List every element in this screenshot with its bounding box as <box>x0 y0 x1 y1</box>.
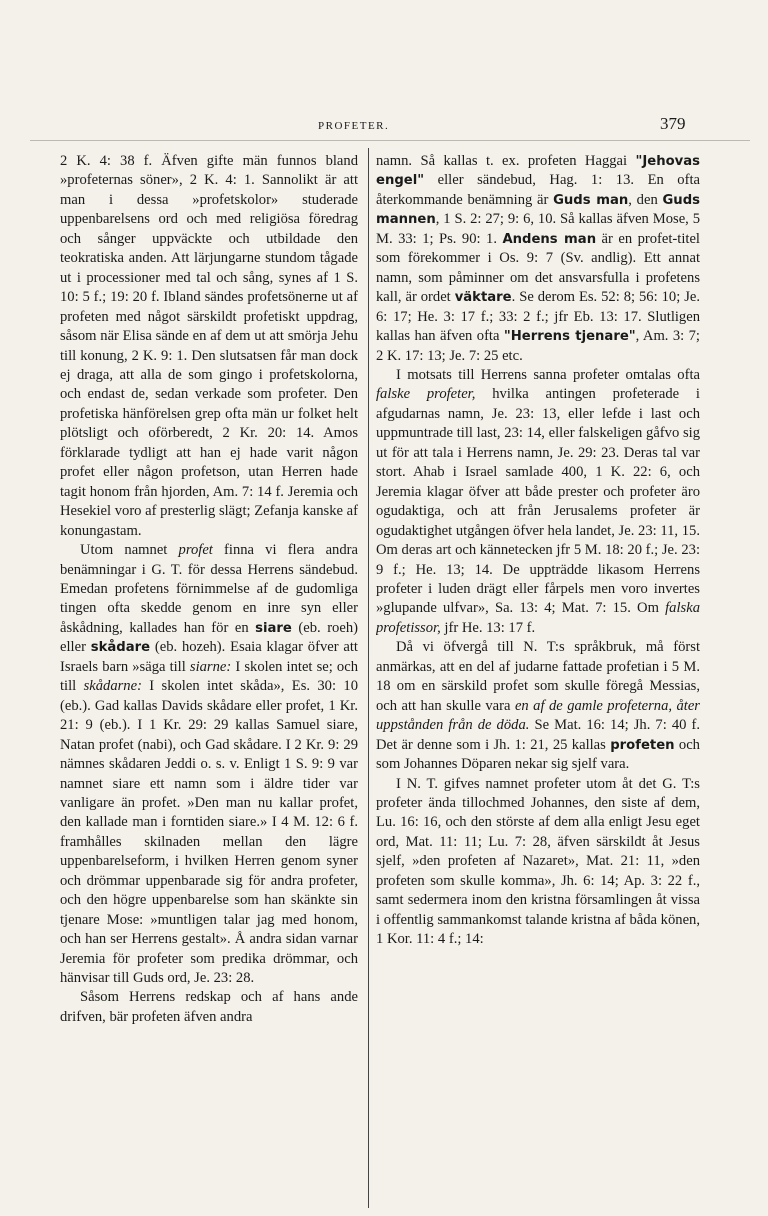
text-run: . Se derom Es. 52: 8; 56: 10; Je. 6: 17; He. 3: 17 f.; 33: 2 f.; jfr Eb. 13: 17. Slutligen kallas han äfven ofta <box>376 289 700 345</box>
paragraph <box>376 366 700 638</box>
italic-term: skådarne: <box>83 678 142 695</box>
text-run: Utom namnet <box>80 542 179 559</box>
page-header <box>0 112 768 142</box>
text-run: , 1 S. 2: 27; 9: 6, 10. Så kallas äfven Mose, 5 M. 33: 1; Ps. 90: 1. <box>376 211 700 247</box>
page-number: 379 <box>660 114 686 133</box>
text-run: eller sändebud, Hag. 1: 13. En ofta återkommande benämning är <box>376 172 700 208</box>
paragraph <box>376 152 700 366</box>
bold-term: skådare <box>90 640 151 656</box>
header-rule <box>30 140 750 141</box>
text-run: namn. Så kallas t. ex. profeten Haggai <box>376 153 636 169</box>
italic-term: falska profetissor, <box>376 600 700 636</box>
text-run: I motsats till Herrens sanna profeter omtalas ofta <box>396 366 700 383</box>
paragraph <box>376 638 700 774</box>
text-run: är en profet-titel som förekommer i Os. 9: 7 (Sv. andlig). Ett annat namn, som påminner om det ansvarsfulla i profetens kall, är ordet <box>376 230 700 306</box>
bold-term: profeten <box>610 737 675 753</box>
bold-term: "Herrens tjenare" <box>503 329 636 345</box>
italic-term: profet <box>178 542 213 559</box>
paragraph <box>60 541 358 988</box>
bold-term: väktare <box>454 290 512 306</box>
left-column <box>60 152 358 1208</box>
text-run: I skolen intet se; och till <box>60 658 358 695</box>
text-run: , Am. 3: 7; 2 K. 17: 13; Je. 7: 25 etc. <box>376 328 700 364</box>
bold-term: siare <box>255 620 292 636</box>
bold-term: "Jehovas engel" <box>376 154 700 189</box>
bold-term: Guds mannen <box>376 192 700 228</box>
italic-term: falske profeter, <box>376 386 476 403</box>
text-run: Då vi öfvergå till N. T:s språkbruk, må först anmärkas, att en del af judarne fattade profetian i 5 M. 18 om en särskild profet som skulle föregå Messias, och att han skulle vara <box>376 639 700 714</box>
text-run: finna vi flera andra benämningar i G. T. för dessa Herrens sändebud. Emedan profetens förnimmelse af de gudomliga tingen ofta skedde genom en inre syn eller åskådning, kallades han för en <box>60 542 358 636</box>
paragraph <box>376 775 700 950</box>
text-run: Se Mat. 16: 14; Jh. 7: 40 f. Det är denne som i Jh. 1: 21, 25 kallas <box>376 717 700 753</box>
text-run: (eb. roeh) eller <box>60 619 358 656</box>
paragraph <box>60 988 358 1027</box>
text-run: hvilka antingen profeterade i afgudarnas namn, Je. 23: 13, eller lefde i last och uppmuntrade till last, 23: 14, eller falskeligen gåfvo sig ut för att tala i Herrens namn, Je. 29: 23. Deras tal var stort. Ahab i Israel samlade 400, 1 K. 22: 6, och Jeremia klagar öfver att både prester och profeter äro ogudaktiga, och att från Jerusalems profeter är ogudaktighet utgången öfver hela landet, Je. 23: 11, 15. Om deras art och kännetecken jfr 5 M. 18: 20 f.; Je. 23: 9 f.; He. 13; 14. De uppträdde likasom Herrens profeter i luden drägt eller fårpels men voro invertes »glupande ulfvar», Sa. 13: 4; Mat. 7: 15. Om <box>376 386 700 617</box>
text-run: I skolen intet skåda», Es. 30: 10 (eb.). Gad kallas Davids skådare eller profet, 1 Kr. 21: 9 (eb.). I 1 Kr. 29: 29 kallas Samuel siare, Natan profet (nabi), och Gad skådare. I 2 Kr. 9: 29 nämnes skådaren Jeddi o. s. v. Enligt 1 S. 9: 9 var namnet siare ett namn som i äldre tider var vanligare än profet. »Den man nu kallar profet, den kallade man i forntiden siare.» I 4 M. 12: 6 f. framhålles skilnaden mellan den lägre uppenbarelseform, i hvilken Herren genom syner och drömmar uppenbarade sig för andra profeter, och den högre uppenbarelse som han skänkte sin tjenare Mose: »muntligen talar jag med honom, och han ser Herrens gestalt». Å andra sidan varnar Jeremia för profeter som predika drömmar, och hänvisar till Guds ord, Je. 23: 28. <box>60 678 358 987</box>
text-run: I N. T. gifves namnet profeter utom åt det G. T:s profeter ända tillochmed Johannes, den siste af dem, Lu. 16: 16, och den störste af dem alla enligt Jesu eget ord, Mat. 11: 11; Lu. 7: 28, äfven särskildt åt Jesus sjelf, »den profeten af Nazaret», Mat. 21: 11, »den profeten som skulle komma», Jh. 6: 14; Ap. 3: 22 f., samt sedermera inom den kristna församlingen åt vissa i offentlig sammankomst talande kristna af båda könen, 1 Kor. 11: 4 f.; 14: <box>376 775 700 948</box>
text-run: Såsom Herrens redskap och af hans ande drifven, bär profeten äfven andra <box>60 989 358 1025</box>
italic-term: en af de gamle profeterna, åter uppstånden från de döda. <box>376 697 700 734</box>
text-run: (eb. hozeh). Esaia klagar öfver att Israels barn »säga till <box>60 639 358 675</box>
column-divider <box>368 148 369 1208</box>
text-run: och som Johannes Döparen nekar sig sjelf vara. <box>376 736 700 773</box>
text-run: jfr He. 13: 17 f. <box>440 619 536 636</box>
paragraph <box>60 152 358 541</box>
italic-term: siarne: <box>189 658 232 675</box>
text-run: , den <box>628 191 663 208</box>
bold-term: Guds man <box>553 192 629 208</box>
running-head: PROFETER. <box>318 120 390 132</box>
right-column <box>376 152 700 1208</box>
bold-term: Andens man <box>502 231 597 247</box>
text-run: 2 K. 4: 38 f. Äfven gifte män funnos bland »profeternas söner», 2 K. 4: 1. Sannolikt är att man i dessa »profetskolor» studerade uppenbarelsens ord och med religiösa föredrag och sånger uppväckte och utbildade den teokratiska anden. Att lärjungarne stundom tågade ut i processioner med tal och sång, synes af 1 S. 10: 5 f.; 19: 20 f. Ibland sändes profetsönerne ut af profeten med något särskildt profetiskt uppdrag, såsom när Elisa sände en af dem ut att smörja Jehu till konung, 2 K. 9: 1. Den slutsatsen får man dock ej draga, att alla de som gingo i profetskolorna, och endast de, sedan verkade som profeter. Den profetiska hänförelsen grep ofta män ur folket helt plötsligt och oförberedt, 2 Kr. 20: 14. Amos förklarade tydligt att han ej hade varit någon profet eller någon profetson, utan Herren hade tagit honom från hjorden, Am. 7: 14 f. Jeremia och Hesekiel voro af presterlig slägt; Zefanja kanske af konungastam. <box>60 153 358 539</box>
